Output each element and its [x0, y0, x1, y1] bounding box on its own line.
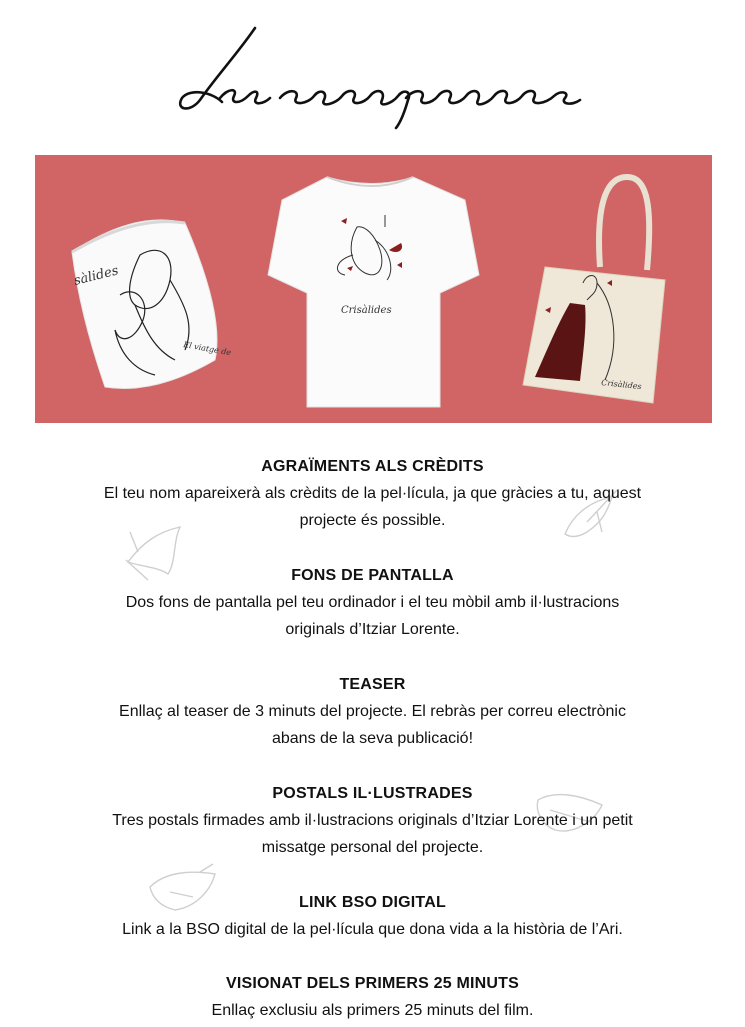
- tote-text: Crisàlides: [600, 378, 642, 392]
- reward-description: Dos fons de pantalla pel teu ordinador i el teu mòbil amb il·lustracions: [125, 594, 620, 611]
- title-script: [160, 18, 590, 133]
- mug-text-left: sàlides: [72, 263, 121, 289]
- reward-description: projecte és possible.: [299, 512, 446, 529]
- tshirt-text: Crisàlides: [341, 305, 392, 316]
- reward-title: FONS DE PANTALLA: [291, 567, 454, 584]
- tshirt-image: [268, 177, 479, 407]
- reward-title: LINK BSO DIGITAL: [299, 894, 446, 911]
- reward-description: Link a la BSO digital de la pel·lícula que dona vida a la història de l’Ari.: [122, 921, 623, 938]
- reward-first-25-minutes: [40, 971, 705, 1024]
- reward-title: AGRAÏMENTS ALS CRÈDITS: [261, 458, 484, 475]
- reward-postcards: [40, 781, 705, 861]
- reward-description: originals d’Itziar Lorente.: [285, 621, 460, 638]
- reward-title: TEASER: [339, 676, 406, 693]
- product-banner: [35, 155, 712, 423]
- reward-teaser: [40, 672, 705, 752]
- reward-description: Tres postals firmades amb il·lustracions originals d’Itziar Lorente i un petit: [112, 812, 633, 829]
- reward-description: Enllaç exclusiu als primers 25 minuts del film.: [211, 1002, 534, 1019]
- mug-text-right: El viatge de: [182, 340, 232, 358]
- reward-description: Enllaç al teaser de 3 minuts del projecte. El rebràs per correu electrònic: [119, 703, 626, 720]
- products-illustration: [35, 155, 712, 423]
- reward-title: POSTALS IL·LUSTRADES: [272, 785, 473, 802]
- reward-credits: [40, 454, 705, 534]
- tote-image: [523, 177, 665, 403]
- reward-description: missatge personal del projecte.: [261, 839, 484, 856]
- reward-wallpapers: [40, 563, 705, 643]
- mug-image: [72, 220, 232, 389]
- reward-soundtrack: [40, 890, 705, 943]
- reward-description: abans de la seva publicació!: [271, 730, 474, 747]
- reward-title: VISIONAT DELS PRIMERS 25 MINUTS: [225, 975, 520, 992]
- reward-description: El teu nom apareixerà als crèdits de la pel·lícula, ja que gràcies a tu, aquest: [103, 485, 642, 502]
